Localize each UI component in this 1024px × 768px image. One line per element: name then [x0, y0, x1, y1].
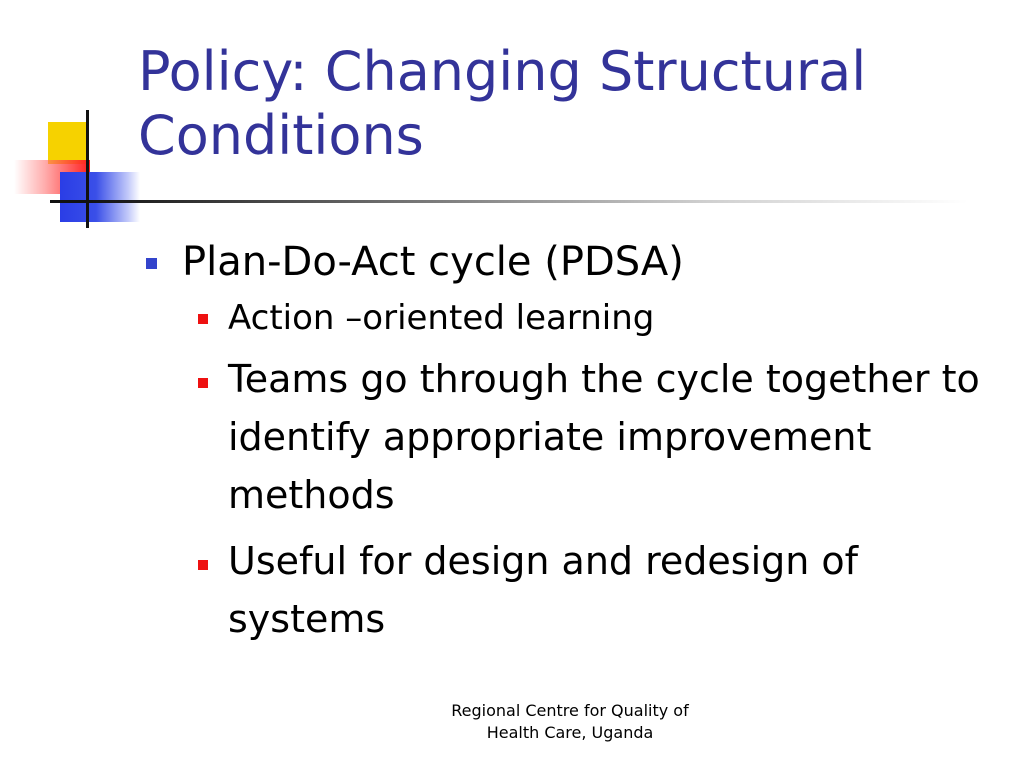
sub-bullet-item: [140, 350, 990, 524]
sub-bullet-text: Action –oriented learning: [228, 298, 655, 338]
footer-line-2: Health Care, Uganda: [486, 723, 654, 742]
bullet-item-level1: [140, 230, 990, 294]
footer-line-1: Regional Centre for Quality of: [451, 701, 689, 720]
sub-bullet-item: [140, 532, 990, 648]
red-square-bullet-icon: [198, 378, 208, 388]
logo-vertical-line: [86, 110, 89, 228]
title-underline-rule: [88, 200, 968, 203]
sub-bullet-text: Useful for design and redesign of systems: [228, 539, 859, 641]
red-square-bullet-icon: [198, 314, 208, 324]
logo-yellow-square: [48, 122, 88, 164]
slide-title: Policy: Changing Structural Conditions: [138, 40, 867, 167]
sub-bullet-list: [140, 294, 990, 648]
sub-bullet-container: [140, 294, 990, 648]
bullet-list: [140, 230, 990, 656]
bullet-text: Plan-Do-Act cycle (PDSA): [182, 239, 684, 285]
logo-blue-square: [60, 172, 140, 222]
sub-bullet-item: [140, 294, 990, 342]
red-square-bullet-icon: [198, 560, 208, 570]
blue-square-bullet-icon: [146, 258, 157, 269]
sub-bullet-text: Teams go through the cycle together to identify appropriate improvement methods: [228, 357, 980, 517]
slide-footer: [400, 700, 740, 744]
